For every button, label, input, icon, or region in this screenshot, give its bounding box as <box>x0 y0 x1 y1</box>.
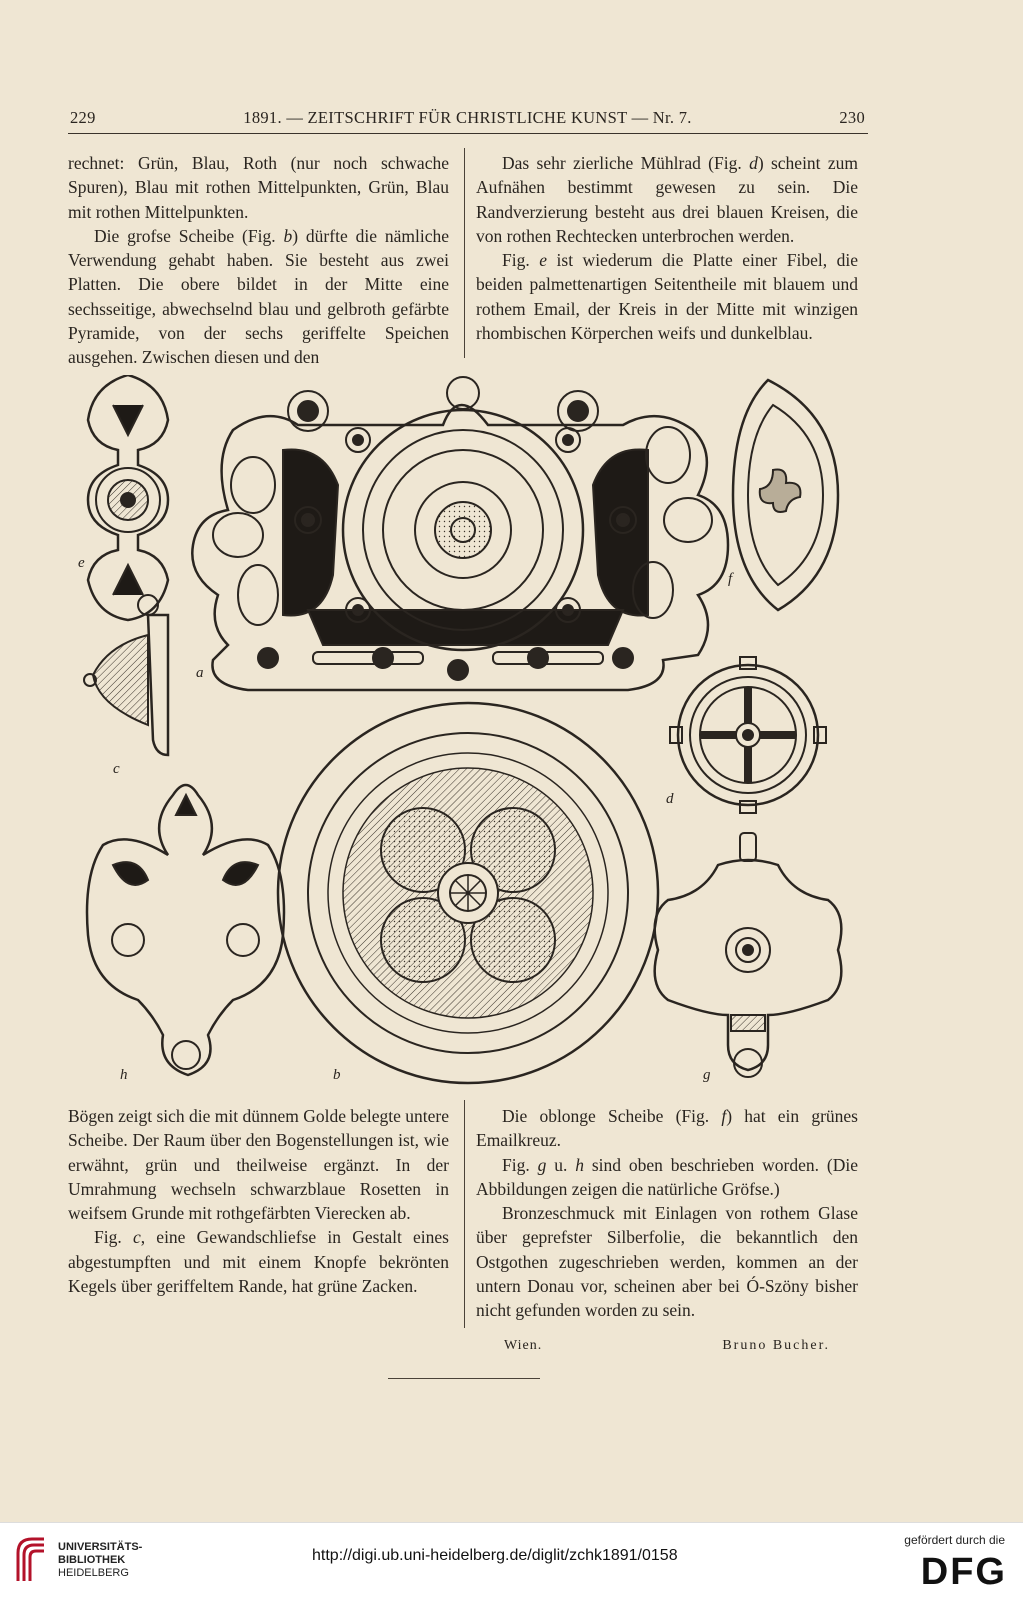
figure-label-f: f <box>728 571 733 587</box>
paragraph: Fig. c, eine Gewandschliefse in Gestalt eines abgestumpften und mit einem Knopfe bekrönten Kegels über geriffeltem Rande, hat grüne Zacken. <box>68 1227 449 1297</box>
university-library-logo-icon <box>14 1533 50 1585</box>
end-rule <box>388 1378 540 1379</box>
page-number-left: 229 <box>70 108 96 127</box>
paragraph: Die grofse Scheibe (Fig. b) dürfte die nämliche Verwendung gehabt haben. Sie besteht aus zwei Platten. Die obere bildet in der Mitte eine sechsseitige, abwechselnd blau und gelbroth gefärbte Pyramide, von der sechs geriffelte Speichen ausgehen. Zwischen diesen und den <box>68 225 449 368</box>
figure-ref: e <box>539 250 548 271</box>
paragraph: Die oblonge Scheibe (Fig. f) hat ein grünes Emailkreuz. <box>476 1106 858 1151</box>
figure-a-plate <box>192 377 728 690</box>
figure-label-g: g <box>703 1067 711 1083</box>
figure-f-disc <box>733 380 838 610</box>
figure-b-disc <box>278 703 658 1083</box>
column-rule <box>464 1100 465 1328</box>
place: Wien. <box>504 1338 543 1353</box>
figure-label-h: h <box>120 1067 128 1083</box>
figure-ref: c <box>132 1227 141 1248</box>
paragraph: Fig. e ist wiederum die Platte einer Fibel, die beiden palmettenartigen Seitentheile mit blauem und rothem Email, der Kreis in der Mitte mit winzigen rhombischen Körperchen weifs und dunkelblau. <box>476 250 858 344</box>
figure-ref: f <box>721 1106 727 1126</box>
journal-title: 1891. — ZEITSCHRIFT FÜR CHRISTLICHE KUNST — Nr. 7. <box>243 108 692 127</box>
figure-label-c: c <box>113 761 120 777</box>
paragraph: rechnet: Grün, Blau, Roth (nur noch schwache Spuren), Blau mit rothen Mittelpunkten, Grün, Blau mit rothen Mittelpunkten. <box>68 153 449 222</box>
paragraph: Bronzeschmuck mit Einlagen von rothem Glase über geprefster Silberfolie, die bekanntlich den Ostgothen zugeschrieben werden, kommen an der untern Donau vor, scheinen aber bei Ó-Szöny bisher nicht gefunden worden zu sein. <box>476 1203 858 1321</box>
figure-e-fibula <box>88 375 168 620</box>
figure-d-wheel <box>670 657 826 813</box>
source-url-link[interactable]: http://digi.ub.uni-heidelberg.de/diglit/zchk1891/0158 <box>312 1547 678 1564</box>
funding-caption: gefördert durch die <box>904 1533 1005 1547</box>
running-header <box>70 108 865 132</box>
figure-ref: b <box>283 225 293 246</box>
ornament-plate <box>68 375 868 1097</box>
figure-label-e: e <box>78 555 85 571</box>
bottom-left-column <box>68 1104 449 1298</box>
header-rule <box>68 133 868 134</box>
figure-ref: d <box>749 153 758 173</box>
digitization-footer <box>0 1522 1023 1598</box>
figure-label-a: a <box>196 665 204 681</box>
bottom-right-column <box>476 1104 858 1323</box>
column-rule <box>464 148 465 358</box>
figure-label-b: b <box>333 1067 341 1083</box>
figure-label-d: d <box>666 791 674 807</box>
figure-ref: h <box>575 1154 584 1175</box>
paragraph: Das sehr zierliche Mühlrad (Fig. d) scheint zum Aufnähen bestimmt gewesen zu sein. Die Randverzierung besteht aus drei blauen Kreisen, die von rothen Rechtecken unterbrochen werden. <box>476 153 858 246</box>
figure-g-fibula <box>655 833 842 1077</box>
paragraph: Bögen zeigt sich die mit dünnem Golde belegte untere Scheibe. Der Raum über den Bogenstellungen ist, wie erwähnt, grün und theilweise ergänzt. In der Umrahmung wechseln schwarzblaue Rosetten in weifsem Grunde mit rothgefärbten Vierecken ab. <box>68 1106 450 1224</box>
figure-ref: g <box>537 1154 547 1175</box>
figure-h-fibula <box>87 785 284 1075</box>
author: Bruno Bucher. <box>722 1338 830 1353</box>
page-number-right: 230 <box>839 108 865 127</box>
dfg-logo: DFG <box>920 1551 1007 1593</box>
top-right-column <box>476 151 858 345</box>
paragraph: Fig. g u. h sind oben beschrieben worden. (Die Abbildungen zeigen die natürliche Gröfse.) <box>476 1154 858 1199</box>
library-name: UNIVERSITÄTS- BIBLIOTHEK HEIDELBERG <box>58 1541 143 1579</box>
top-left-column <box>68 151 449 370</box>
